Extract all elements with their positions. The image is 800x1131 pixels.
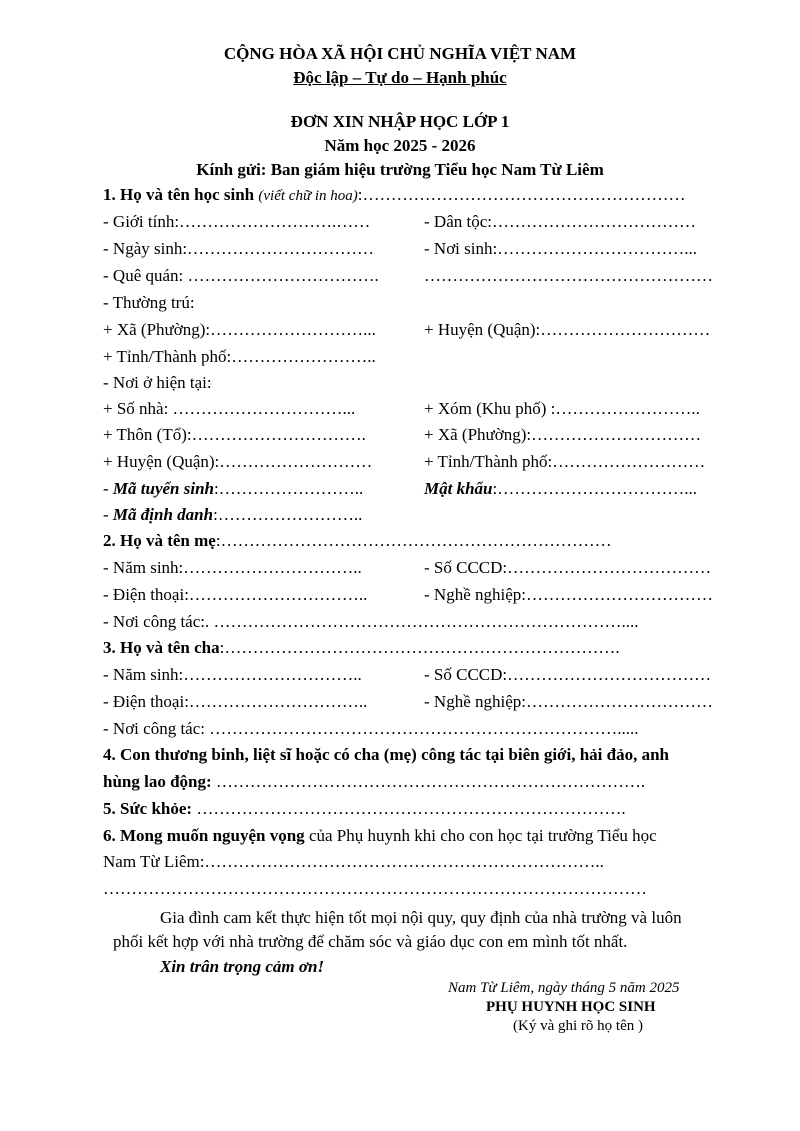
permanent-district-field[interactable]: + Huyện (Quận):………………………… — [424, 320, 711, 339]
hero-label: hùng lao động: — [103, 772, 212, 791]
father-name-label: 3. Họ và tên cha — [103, 638, 220, 657]
national-motto — [0, 68, 800, 88]
mother-name-label: 2. Họ và tên mẹ — [103, 531, 216, 550]
current-hamlet-field[interactable]: + Xóm (Khu phố) :…………………….. — [424, 399, 700, 418]
commitment-line-2: phối kết hợp với nhà trường để chăm sóc và giáo dục con em mình tốt nhất. — [113, 932, 628, 951]
wish-field-2[interactable]: …………………………………………………………………………………… — [103, 879, 647, 898]
section-2-heading — [103, 531, 612, 551]
student-name-label: 1. Họ và tên học sinh — [103, 185, 255, 204]
motto-text: Độc lập – Tự do – Hạnh phúc — [293, 68, 507, 87]
thanks: Xin trân trọng cảm ơn! — [160, 957, 325, 976]
dob-field[interactable]: - Ngày sinh:…………………………… — [103, 239, 375, 258]
mother-job-field[interactable]: - Nghề nghiệp:…………………………… — [424, 585, 713, 604]
school-year: Năm học 2025 - 2026 — [324, 136, 476, 155]
password-label: Mật khẩu — [424, 479, 493, 498]
admission-code-field[interactable]: :…………………….. — [214, 479, 364, 498]
hometown-field[interactable]: - Quê quán: ……………………………. — [103, 266, 379, 285]
section-6-row — [103, 826, 657, 846]
dash: - — [103, 479, 113, 498]
password-field[interactable]: :……………………………... — [492, 479, 697, 498]
health-field[interactable]: …………………………………………………………………. — [192, 799, 626, 818]
uppercase-note: (viết chữ in hoa) — [258, 188, 358, 204]
permanent-label: - Thường trú: — [103, 293, 195, 312]
health-label: 5. Sức khỏe: — [103, 799, 193, 818]
section-5-row — [103, 799, 626, 819]
student-name-field[interactable]: :………………………………………………… — [357, 185, 686, 204]
signature-role: PHỤ HUYNH HỌC SINH — [486, 999, 656, 1015]
current-village-field[interactable]: + Thôn (Tổ):…………………………. — [103, 425, 366, 444]
mother-phone-field[interactable]: - Điện thoại:………………………….. — [103, 585, 368, 604]
mother-cccd-field[interactable]: - Số CCCD:……………………………… — [424, 558, 712, 577]
father-phone-field[interactable]: - Điện thoại:………………………….. — [103, 692, 368, 711]
wish-label: 6. Mong muốn nguyện vọng — [103, 826, 305, 845]
father-cccd-field[interactable]: - Số CCCD:……………………………… — [424, 665, 712, 684]
birthplace-field[interactable]: - Nơi sinh:……………………………... — [424, 239, 697, 258]
current-house-field[interactable]: + Số nhà: …………………………... — [103, 399, 356, 418]
section-4-line-2 — [103, 772, 645, 792]
section-4-heading: 4. Con thương binh, liệt sĩ hoặc có cha (mẹ) công tác tại biên giới, hải đảo, anh — [103, 745, 669, 764]
father-birth-year-field[interactable]: - Năm sinh:………………………….. — [103, 665, 362, 684]
form-title: ĐƠN XIN NHẬP HỌC LỚP 1 — [290, 112, 510, 131]
admission-code-label: Mã tuyển sinh — [112, 479, 215, 498]
father-workplace-field[interactable]: - Nơi công tác: ………………………………………………………………..... — [103, 719, 639, 738]
mother-name-field[interactable]: :…………………………………………………………… — [215, 531, 612, 550]
identifier-field[interactable]: :…………………….. — [213, 505, 363, 524]
priority-field[interactable]: …………………………………………………………………. — [211, 772, 646, 791]
place-date: Nam Từ Liêm, ngày tháng 5 năm 2025 — [448, 980, 680, 996]
admission-code-row — [103, 479, 363, 499]
recipient: Kính gửi: Ban giám hiệu trường Tiểu học Nam Từ Liêm — [196, 160, 604, 179]
wish-text: của Phụ huynh khi cho con học tại trường Tiểu học — [304, 826, 657, 845]
dash: - — [103, 505, 113, 524]
identifier-row — [103, 505, 362, 525]
father-name-field[interactable]: :……………………………………………………………. — [219, 638, 620, 657]
commitment-line-1: Gia đình cam kết thực hiện tốt mọi nội quy, quy định của nhà trường và luôn — [160, 908, 682, 927]
hometown-field-2[interactable]: …………………………………………… — [424, 266, 713, 285]
gender-field[interactable]: - Giới tính:……………………….…… — [103, 212, 371, 231]
father-job-field[interactable]: - Nghề nghiệp:…………………………… — [424, 692, 713, 711]
permanent-ward-field[interactable]: + Xã (Phường):………………………... — [103, 320, 376, 339]
section-3-heading — [103, 638, 620, 658]
mother-birth-year-field[interactable]: - Năm sinh:………………………….. — [103, 558, 362, 577]
current-province-field[interactable]: + Tỉnh/Thành phố:……………………… — [424, 452, 706, 471]
ethnicity-field[interactable]: - Dân tộc:……………………………… — [424, 212, 696, 231]
signature-instruction: (Ký và ghi rõ họ tên ) — [513, 1018, 643, 1034]
mother-workplace-field[interactable]: - Nơi công tác:. ……………………………………………………………….... — [103, 612, 639, 631]
identifier-label: Mã định danh — [112, 505, 214, 524]
wish-field-1[interactable]: Nam Từ Liêm:…………………………………………………………….. — [103, 852, 604, 871]
current-district-field[interactable]: + Huyện (Quận):……………………… — [103, 452, 373, 471]
national-title: CỘNG HÒA XÃ HỘI CHỦ NGHĨA VIỆT NAM — [223, 44, 577, 63]
password-row — [424, 479, 697, 499]
permanent-province-field[interactable]: + Tỉnh/Thành phố:…………………….. — [103, 347, 376, 366]
current-address-label: - Nơi ở hiện tại: — [103, 373, 212, 392]
section-1-heading — [103, 185, 686, 206]
current-ward-field[interactable]: + Xã (Phường):………………………… — [424, 425, 702, 444]
